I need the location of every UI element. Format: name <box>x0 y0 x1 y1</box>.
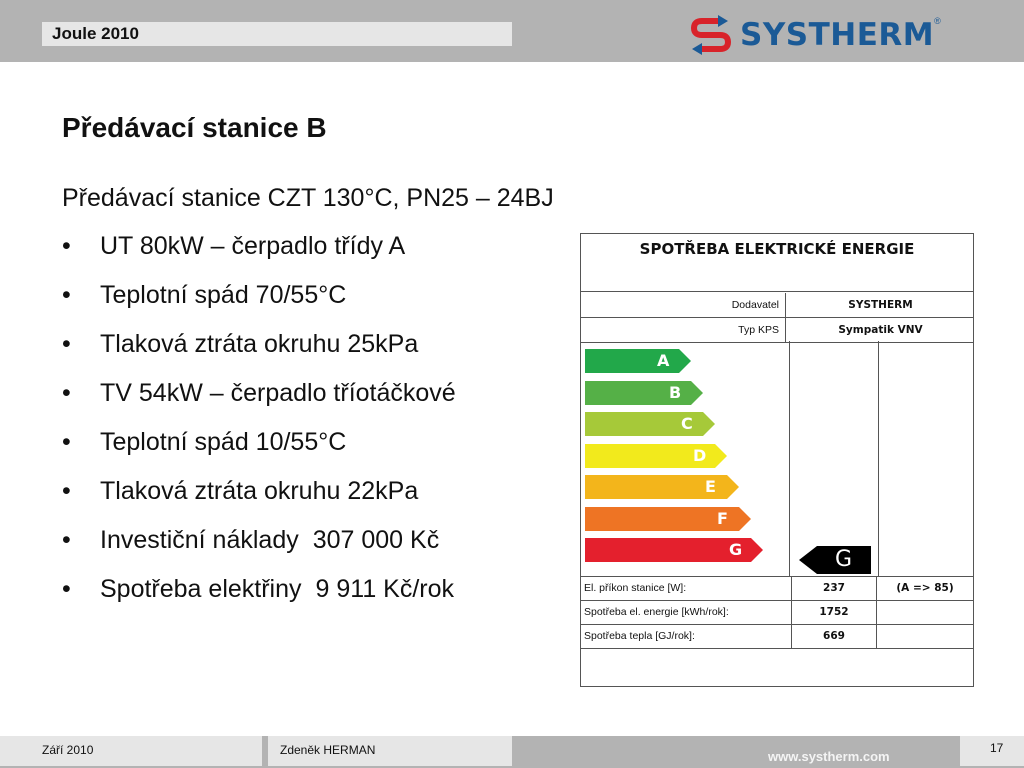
bullet-text: UT 80kW – čerpadlo třídy A <box>100 232 406 260</box>
footer-author: Zdeněk HERMAN <box>280 743 376 757</box>
supplier-value: SYSTHERM <box>848 299 913 311</box>
bullet-value: 307 000 Kč <box>312 526 440 554</box>
bullet-item <box>62 477 456 526</box>
bullet-item <box>62 575 456 624</box>
data-row-key: El. příkon stanice [W]: <box>584 582 687 594</box>
bullet-list <box>62 232 456 624</box>
rating-arrow <box>799 545 871 579</box>
bullet-item <box>62 232 456 281</box>
logo-wordmark: SYSTHERM <box>740 17 935 53</box>
data-row-value: 1752 <box>791 601 877 624</box>
bullet-dot-icon: • <box>62 477 71 505</box>
type-value: Sympatik VNV <box>838 324 923 336</box>
energy-label-title: SPOTŘEBA ELEKTRICKÉ ENERGIE <box>581 234 973 292</box>
slide-title: Předávací stanice B <box>62 112 327 143</box>
bullet-item <box>62 379 456 428</box>
data-row-value: 237 <box>791 577 877 600</box>
slide-subtitle: Předávací stanice CZT 130°C, PN25 – 24BJ <box>62 184 554 212</box>
energy-class-bar-g <box>585 538 763 562</box>
data-row-value: 669 <box>791 625 877 648</box>
supplier-row <box>581 293 973 318</box>
rating-letter: G <box>835 547 853 572</box>
data-row <box>581 625 973 649</box>
footer-website: www.systherm.com <box>768 749 890 764</box>
energy-class-bar-a <box>585 349 691 373</box>
energy-class-bar-c <box>585 412 715 436</box>
bullet-text: Teplotní spád 70/55°C <box>100 281 347 309</box>
energy-class-bar-d <box>585 444 727 468</box>
energy-class-bar-e <box>585 475 739 499</box>
type-key: Typ KPS <box>581 318 786 342</box>
energy-class-letter: B <box>669 382 682 402</box>
bullet-text: Spotřeba elektřiny <box>100 575 302 603</box>
data-row-key: Spotřeba el. energie [kWh/rok]: <box>584 606 729 618</box>
bullet-dot-icon: • <box>62 379 71 407</box>
energy-class-letter: C <box>681 414 693 433</box>
footer-page-number: 17 <box>990 741 1004 755</box>
header-section-title: Joule 2010 <box>52 24 139 43</box>
bullet-text: Tlaková ztráta okruhu 22kPa <box>100 477 419 505</box>
data-row-key: Spotřeba tepla [GJ/rok]: <box>584 630 695 642</box>
logo-registered-mark: ® <box>934 16 941 26</box>
energy-label <box>580 233 974 687</box>
systherm-logo <box>690 14 941 56</box>
energy-class-bar-b <box>585 381 703 405</box>
bullet-item <box>62 526 456 575</box>
energy-class-bar-f <box>585 507 751 531</box>
type-row <box>581 318 973 343</box>
supplier-key: Dodavatel <box>581 293 786 317</box>
energy-class-letter: E <box>705 477 716 496</box>
bullet-text: Investiční náklady <box>100 526 299 554</box>
scale-divider <box>878 341 879 576</box>
bullet-dot-icon: • <box>62 281 71 309</box>
bullet-text: TV 54kW – čerpadlo tříotáčkové <box>100 379 456 407</box>
bullet-value: 9 911 Kč/rok <box>315 575 455 603</box>
energy-class-letter: D <box>693 445 707 465</box>
systherm-logo-icon <box>690 15 732 55</box>
bullet-dot-icon: • <box>62 526 71 554</box>
bullet-dot-icon: • <box>62 330 71 358</box>
bullet-text: Tlaková ztráta okruhu 25kPa <box>100 330 419 358</box>
bullet-dot-icon: • <box>62 428 71 456</box>
bullet-item <box>62 428 456 477</box>
energy-class-letter: F <box>717 508 728 528</box>
data-row <box>581 577 973 601</box>
scale-divider <box>789 341 790 576</box>
bullet-dot-icon: • <box>62 575 71 603</box>
data-row <box>581 601 973 625</box>
bullet-text: Teplotní spád 10/55°C <box>100 428 347 456</box>
bullet-dot-icon: • <box>62 232 71 260</box>
energy-class-letter: G <box>729 540 743 559</box>
footer-date-box <box>0 736 262 766</box>
energy-class-letter: A <box>657 351 670 370</box>
footer-date: Září 2010 <box>42 743 94 757</box>
data-row-note: (A => 85) <box>896 582 954 594</box>
bullet-item <box>62 281 456 330</box>
bullet-item <box>62 330 456 379</box>
